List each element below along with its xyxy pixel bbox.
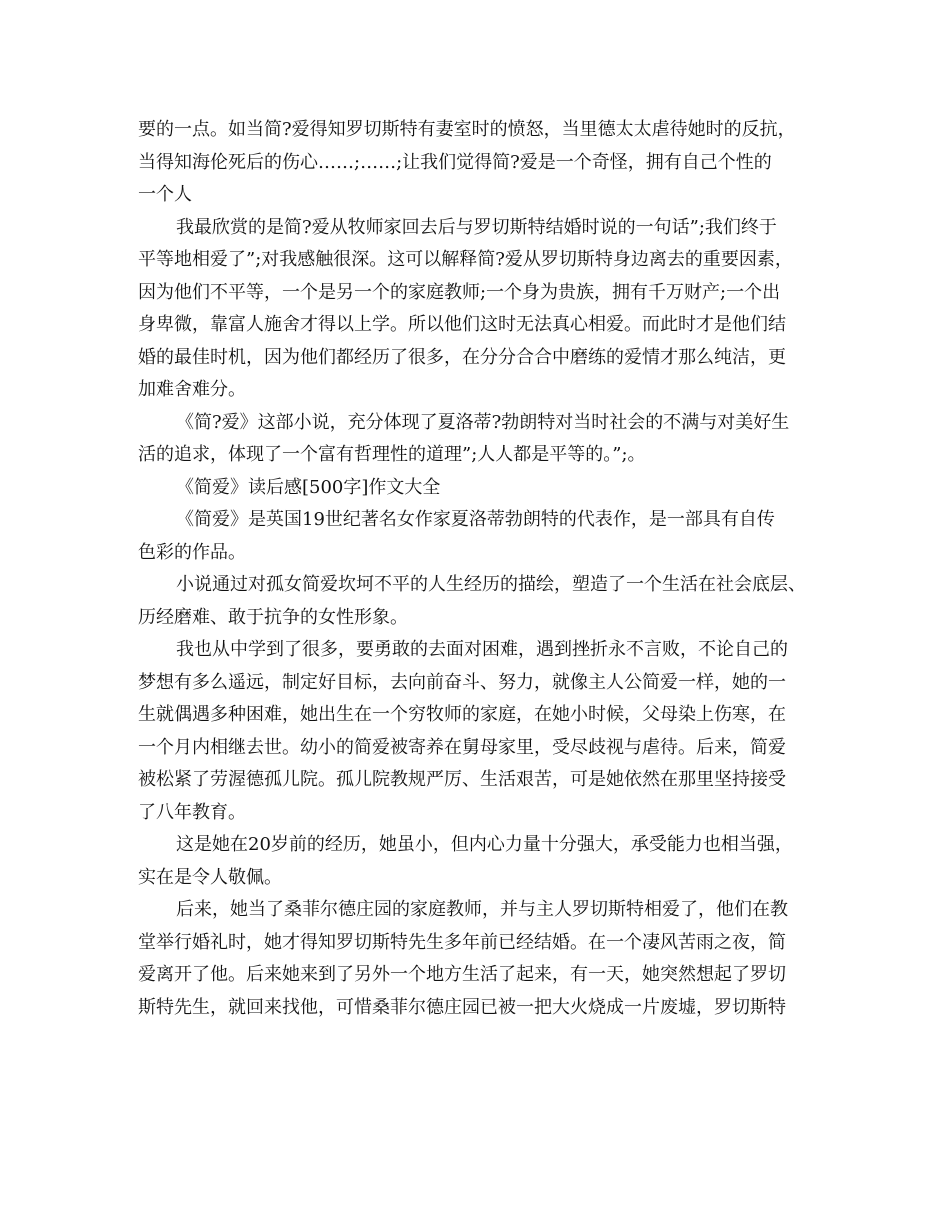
text-line: 被松紧了劳渥德孤儿院。孤儿院教规严厉、生活艰苦，可是她依然在那里坚持接受 [138,769,786,790]
text-line: 要的一点。如当简?爱得知罗切斯特有妻室时的愤怒，当里德太太虐待她时的反抗， [138,119,796,140]
text-line: 当得知海伦死后的伤心……;……;让我们觉得简?爱是一个奇怪，拥有自己个性的 [138,151,772,173]
text-line: 后来，她当了桑菲尔德庄园的家庭教师，并与主人罗切斯特相爱了，他们在教 [176,899,788,920]
text-line: 堂举行婚礼时，她才得知罗切斯特先生多年前已经结婚。在一个凄风苦雨之夜，简 [138,931,786,953]
section-heading: 《简爱》读后感[500字]作文大全 [176,476,441,498]
text-line: 《简?爱》这部小说，充分体现了夏洛蒂?勃朗特对当时社会的不满与对美好生 [176,411,790,433]
text-line: 一个人 [138,184,192,205]
text-line: 《简爱》是英国19世纪著名女作家夏洛蒂勃朗特的代表作，是一部具有自传 [176,509,775,530]
text-line: 生就偶遇多种困难，她出生在一个穷牧师的家庭，在她小时候，父母染上伤寒，在 [138,704,786,725]
text-line: 了八年教育。 [138,801,246,823]
text-line: 我也从中学到了很多，要勇敢的去面对困难，遇到挫折永不言败，不论自己的 [176,639,788,660]
document-body [138,114,828,1024]
text-line: 梦想有多么遥远，制定好目标，去向前奋斗、努力，就像主人公简爱一样，她的一 [138,671,786,693]
text-line: 斯特先生，就回来找他，可惜桑菲尔德庄园已被一把大火烧成一片废墟，罗切斯特 [138,996,786,1018]
text-line: 这是她在20岁前的经历，她虽小，但内心力量十分强大，承受能力也相当强， [176,834,793,855]
text-line: 历经磨难、敢于抗争的女性形象。 [138,606,408,628]
text-line: 身卑微，靠富人施舍才得以上学。所以他们这时无法真心相爱。而此时才是他们结 [138,314,786,335]
text-line: 一个月内相继去世。幼小的简爱被寄养在舅母家里，受尽歧视与虐待。后来，简爱 [138,736,786,758]
text-line: 平等地相爱了”;对我感触很深。这可以解释简?爱从罗切斯特身边离去的重要因素， [138,249,793,270]
text-line: 爱离开了他。后来她来到了另外一个地方生活了起来，有一天，她突然想起了罗切 [138,964,786,985]
text-line: 活的追求，体现了一个富有哲理性的道理”;人人都是平等的。”;。 [138,444,646,465]
text-line: 我最欣赏的是简?爱从牧师家回去后与罗切斯特结婚时说的一句话”;我们终于 [176,216,777,238]
text-line: 色彩的作品。 [138,541,246,563]
text-line: 因为他们不平等，一个是另一个的家庭教师;一个身为贵族，拥有千万财产;一个出 [138,281,781,303]
text-line: 实在是令人敬佩。 [138,866,282,888]
text-line: 婚的最佳时机，因为他们都经历了很多，在分分合合中磨练的爱情才那么纯洁，更 [138,346,786,368]
text-line: 加难舍难分。 [138,379,246,400]
text-line: 小说通过对孤女简爱坎坷不平的人生经历的描绘，塑造了一个生活在社会底层、 [176,574,806,595]
